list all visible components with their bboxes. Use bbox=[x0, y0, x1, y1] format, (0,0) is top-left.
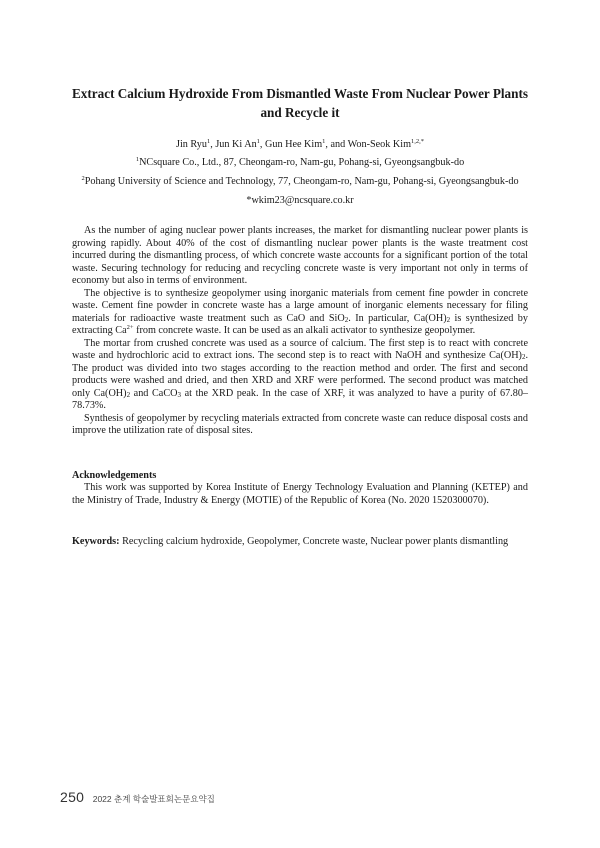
page-number: 250 bbox=[60, 789, 85, 805]
abstract-paragraph: As the number of aging nuclear power plants increases, the market for dismantling nuclear power plants is growing rapidly. About 40% of the cost of dismantling nuclear power plants is the waste treatment cost incurred during the dismantling process, of which concrete waste accounts for a significant portion of the total waste. Securing technology for reducing and recycling concrete waste is very important not only in terms of economy but also in terms of environment. bbox=[72, 225, 528, 286]
abstract-paragraph: Synthesis of geopolymer by recycling materials extracted from concrete waste can reduce disposal costs and improve the utilization rate of disposal sites. bbox=[72, 412, 528, 436]
acknowledgements-body: This work was supported by Korea Institute of Energy Technology Evaluation and Planning (KETEP) and the Ministry of Trade, Industry & Energy (MOTIE) of the Republic of Korea (No. 2020 1520300070). bbox=[72, 482, 528, 506]
affiliation-2: $^2$Pohang University of Science and Technology, 77, Cheongam-ro, Nam-gu, Pohang-si, Gyeongsangbuk-do bbox=[81, 175, 519, 187]
paper-title: Extract Calcium Hydroxide From Dismantled Waste From Nuclear Power Plants and Recycle it bbox=[71, 86, 529, 120]
proceedings-title: 2022 춘계 학술발표회논문요약집 bbox=[92, 794, 215, 804]
abstract-paragraph: The objective is to synthesize geopolymer using inorganic materials from cement fine powder in concrete waste. Cement fine powder in concrete waste has a large amount of inorganic elements necessary for filing materials for radioactive waste treatment such as CaO and SiO$_2$. In particular, $Ca(OH)_2$ is synthesized by extracting $Ca^{2+}$ from concrete waste. It can be used as an alkali activator to synthesize geopolymer. bbox=[72, 287, 528, 336]
author: Jun Ki An$^1$, bbox=[215, 138, 266, 150]
author: Gun Hee Kim$^1$, and bbox=[265, 138, 348, 150]
author-list bbox=[40, 139, 560, 151]
keywords-text: Recycling calcium hydroxide, Geopolymer, Concrete waste, Nuclear power plants dismantling bbox=[122, 536, 509, 547]
page-footer bbox=[60, 789, 215, 809]
author: Jin Ryu$^1$, bbox=[175, 138, 216, 150]
abstract-paragraph: The mortar from crushed concrete was used as a source of calcium. The first step is to react with concrete waste and hydrochloric acid to extract ions. The second step is to react with NaOH and synthesize $Ca(OH)_2$. The product was divided into two stages according to the reaction method and order. The first and second products were washed and dried, and then XRD and XRF were performed. The second product was matched only $Ca(OH)_2$ and CaCO$_3$ at the XRD peak. In the case of XRF, it was analyzed to have a purity of 67.80–78.73%. bbox=[72, 337, 529, 411]
corresponding-email: *wkim23@ncsquare.co.kr bbox=[246, 195, 354, 206]
keywords-label: Keywords: bbox=[72, 536, 120, 547]
author: Won-Seok Kim$^{1,2,*}$ bbox=[347, 138, 425, 150]
affiliation-1: $^1$NCsquare Co., Ltd., 87, Cheongam-ro, Nam-gu, Pohang-si, Gyeongsangbuk-do bbox=[135, 156, 465, 168]
abstract-body bbox=[72, 225, 528, 438]
acknowledgements-heading: Acknowledgements bbox=[72, 470, 157, 481]
keywords bbox=[72, 536, 542, 549]
